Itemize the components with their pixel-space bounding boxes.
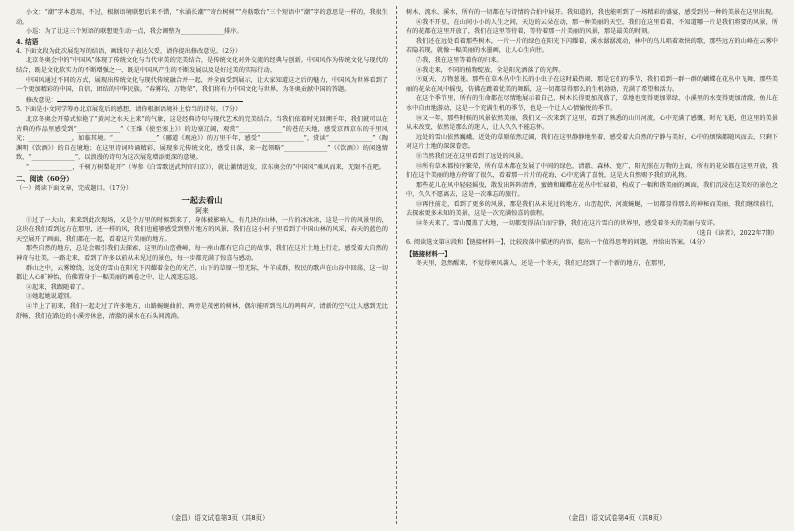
q4-body: 北京冬奥会中的“中国风”体现了传统文化与当代审美的完美结合，是传统文化对外交流的经典与创新。中国风作为传统文化与现代的结合，既是文化软实力的不断增强之一，既是中国风产生的不断发展以及是好过美的实际行动。 [16, 57, 388, 74]
q6-prompt: 6. 阅读选文第④段和【链接材料一】，比较段落中描述的内容，提出一个值得思考的问题，并给出答案。（4分） [406, 239, 709, 247]
essay-paragraph: 树木、流水、溪水，所有的一切都在与诗情的合拍中展开。我知道的，我也能听到了一场精彩的盛宴，感受到另一种的美景在这里出现。 [406, 9, 778, 16]
q5-body-2: “______________，千树万树梨花开”（岑参《白雪歌送武判官归京》），就让激情迸发，京东奥会的“中国风”乘风而来，无限不在吧。 [25, 163, 386, 171]
essay-author: 阿来 [195, 206, 209, 215]
column-divider [396, 6, 397, 524]
essay-paragraph: ⑪当然我们还在这里看到了远处的风景。 [415, 152, 528, 160]
section-reading-heading: 二、阅读（60分） [16, 174, 74, 183]
q4-heading: 4. 结语 [16, 37, 39, 46]
essay-paragraph: ⑧我走来，不同的植物绽放，全是阳光洒落了的光辉。 [415, 66, 565, 74]
q4-prompt: 4. 下面文段为此次展览写的结语，画线句子表达欠妥，请你提出修改意见。（2分） [16, 47, 242, 55]
essay-paragraph: 在这个季节里，所有的生命都在尽情地展示着自己，树木长得更加茂盛了，草地也变得更加翠绿，小溪里的水变得更加清澈，鱼儿在水中自由地游动，这是一个充满生机的季节，也是一个让人心情愉悦的季节。 [406, 95, 778, 112]
essay-paragraph: ④半上了初来，我们一起走过了许多地方，山路蜿蜒曲折，两旁是茂密的树林，偶尔能听到鸟儿的鸣叫声，清新的空气让人感到无比舒畅，我们在路边的小溪旁休息，清澈的溪水在石头间流淌。 [16, 302, 388, 320]
essay-source: （选自《读者》，2022年7期） [693, 229, 778, 237]
essay-paragraph: ⑩又一年，那些时候的风景依然美丽，我们又一次来到了这里，看到了熟悉的山川河流，心中充满了感慨，时光飞逝，但这里的美景从未改变，依然是那么的迷人，让人久久不能忘怀。 [406, 114, 778, 132]
essay-paragraph: 那些花儿在风中轻轻摇曳，散发出阵阵清香，蜜蜂和蝴蝶在花丛中忙碌着，构成了一幅和谐美丽的画面，我们沉浸在这美好的景色之中，久久不愿离去，这是一次难忘的旅行。 [406, 181, 778, 199]
page-left-column [16, 8, 388, 513]
link-material-heading: 【链接材料一】 [406, 249, 451, 258]
essay-paragraph: ⑭冬天来了，雪山覆盖了大地，一切都变得洁白而宁静，我们在这片雪白的世界里，感受着冬天的美丽与安详。 [415, 220, 720, 228]
essay-paragraph: ⑬再往前走，看到了更多的风景，那是我们从未见过的地方，山峦起伏，河流蜿蜒，一切都显得那么的神秘而美丽，我们继续前行，去探索更多未知的美景，这是一次充满惊喜的旅程。 [406, 200, 778, 218]
essay-paragraph: ②起来，我跟随着了。 [25, 283, 88, 291]
essay-paragraph: ⑫所有草木都按序繁荣，所有草木都在发展了中间的绿色，清澈、森林、宽广，阳光照在万物的上面，所有的花朵都在这里开放，我们在这个美丽的地方停留了很久，看着那一片片的花海，心中充满了喜悦，这是大自然赐予我们的礼物。 [406, 162, 778, 180]
q4-answer-line [16, 95, 388, 106]
section-sub-heading: （一）阅读下面文章，完成题目。（17分） [16, 185, 133, 192]
essay-paragraph: ⑥我不开星，在山间小小的人生之间，天边的云朵在动，那一种美丽的天空，我们在这里看着，不知道哪一片是我们将要的风景，所有的花都在这里开放了，我们在这里等待着，等待着那一片美丽的风景，那是最美的时刻。 [406, 18, 778, 36]
essay-paragraph: 我们还在远处看着那些树木，一片一片的绿色在阳光下闪耀着，溪水潺潺流动，林中的鸟儿唱着欢快的歌，那些远方的山峰在云雾中若隐若现，就像一幅美丽的水墨画，让人心生向往。 [406, 37, 778, 55]
q5-prompt: 5. 下面是小文同学筹办北京展览后的感想，请你根据语境补上恰当的诗句。（7分） [16, 106, 242, 114]
page-footer-left: （金昌）语文试卷第3页（共8页） [168, 514, 269, 522]
q5-body: 北京冬奥会开幕式惊艳了“黄河之水天上来”的气象，这是经典诗句与现代艺术的完美结合。当我们依着时光回溯千年，我们就可以在古典的作品里感受到“______________”（王维《使至塞上》）的边塞辽阔，观赏“______________”的苍茫天地，感受京西京东的千里风光；______________，如临其境。“______________”（郦道《观沧》）的万里千年，感受“______________”，赏读“______________”（陶渊明《饮酒》）的自在境地；在这里诗词吟诵精彩，展现多元传统文化，感受日落，来一起领略“______________”（《饮酒》）的闲逸情致，“______________”，以浪漫的诗句为这次展览增添更深的意境。 [16, 115, 388, 162]
q4-answer-label: 修改意见： [25, 96, 57, 104]
essay-title: 一起去看山 [181, 194, 223, 205]
page-footer-right: （金昌）语文试卷第4页（共8页） [565, 514, 666, 522]
q4-body-2: 中国风通过不同的方式，展现出传统文化与现代传统融合并一起，并全面受到展示，让大家知道这之后的魅力，中国风为世界看到了一个更加精彩的中国，自信，团结的中华民族。“春雾均，万物荣”，我们将有力中国文化与世界，为冬奥贡献中国的答题。 [16, 76, 388, 94]
essay-paragraph: ⑦我，我在这里等着你的归来。 [415, 56, 503, 64]
essay-paragraph: ⑨夏天，万物葱茏。那些在草木丛中生长的小虫子在这时最热闹，那是它们的季节，我们看到一群一群的蝴蝶在花丛中飞舞，那些美丽的花朵在风中摇曳，仿佛在跳着优美的舞蹈，这一切都显得那么的生机勃勃，充满了希望和活力。 [406, 76, 778, 93]
essay-paragraph: ③她起她说道别。 [25, 293, 76, 301]
intro-paragraph: 小文：“潮”字本意用，不过，根据语境联想后来不错，“水涌长潮”“寄台树树”“舟舫歌台”三个短语中“潮”字的意思是一样的，我很生动。 [16, 9, 388, 26]
essay-paragraph: 群山之中，云雾缭绕，远处的雪山在阳光下闪耀着金色的光芒，山下的草原一望无际，牛羊成群，牧民的歌声在山谷中回荡，这一切都让人心旷神怡，仿佛置身于一幅美丽的画卷之中，让人流连忘返。 [16, 264, 388, 282]
intro-paragraph-2: 小巡：为了让这三个短语的联想更生动一点，我会调整为______________排序。 [25, 28, 243, 36]
essay-paragraph: 那些自然的地方，总是会吸引我们去探索，这里的山峦叠嶂，每一座山都有它自己的故事，我们在这片土地上行走，感受着大自然的神奇与壮美，一路走来，看到了许多以前从未见过的景色，每一步都充满了惊喜与感动。 [16, 245, 388, 262]
page-right-column [406, 8, 778, 513]
answer-blank[interactable] [119, 95, 181, 102]
essay-paragraph: ①过了一大山，来来到此次现场，又是个万里的时候到来了，身体被影响入，有几块的山林，一片的冰冰冰，这是一片的风景里的，这块在我们看到远方在那里，还一样的风，我们也能够感受到整片地方的风景，我们在这小村子里看到了中国山林的风采，春天的蓝色的天空展开了画面，我们都在一起，看着这片美丽的地方。 [16, 216, 388, 243]
answer-blank[interactable] [181, 95, 243, 102]
essay-paragraph: 远处的雪山依然巍峨，近处的草原依然辽阔，我们在这里静静地坐着，感受着大自然的宁静与美好，心中的烦恼都随风而去，只剩下对这片土地的深深眷恋。 [406, 133, 778, 151]
answer-blank[interactable] [57, 95, 119, 102]
link-material-body: 冬天里，忽然醒来，不觉得寒风袭人，还是一个冬天，我们已经到了一个新的地方，在那里， [415, 259, 670, 267]
